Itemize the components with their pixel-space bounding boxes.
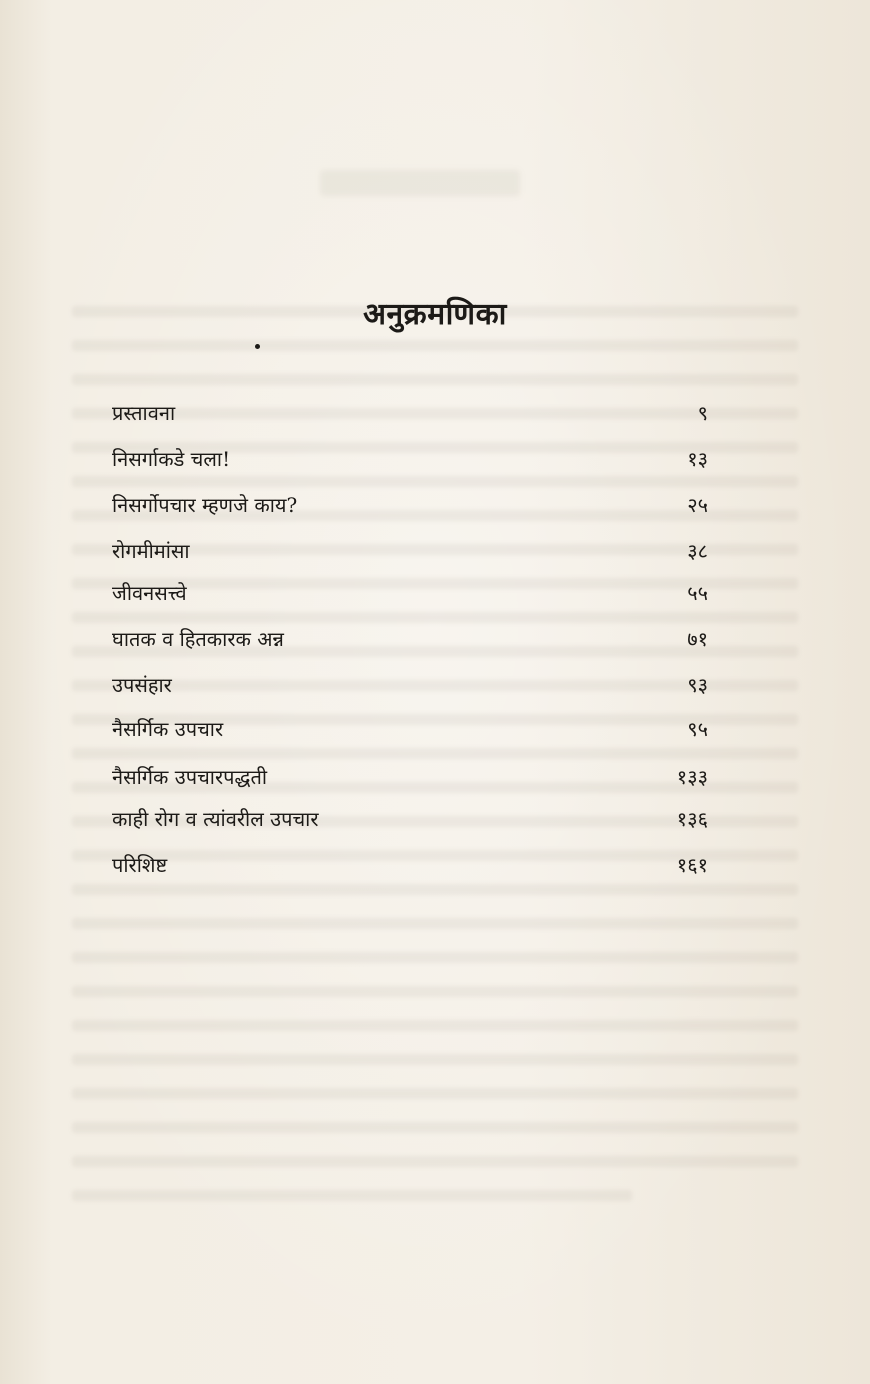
toc-entry [112, 578, 708, 608]
toc-entry-label: रोगमीमांसा [112, 539, 190, 563]
toc-entry-page: १३६ [676, 807, 708, 831]
toc-entry-label: उपसंहार [112, 673, 172, 697]
toc-entry [112, 624, 708, 654]
toc-entry-page: ९ [697, 401, 708, 425]
toc-entry [112, 670, 708, 700]
toc-entry [112, 762, 708, 792]
toc-entry-label: काही रोग व त्यांवरील उपचार [112, 807, 319, 831]
toc-entry-page: ९३ [687, 673, 708, 697]
toc-entry-label: प्रस्तावना [112, 401, 176, 425]
reverse-side-bleed [320, 170, 520, 196]
toc-entry-page: ५५ [687, 581, 708, 605]
toc-entry-page: १३ [687, 447, 708, 471]
toc-entry [112, 804, 708, 834]
toc-entry-label: जीवनसत्त्वे [112, 581, 187, 605]
ink-dot [255, 344, 260, 349]
toc-entry [112, 536, 708, 566]
toc-entry-page: ९५ [687, 717, 708, 741]
toc-entry-label: निसर्गोपचार म्हणजे काय? [112, 493, 298, 517]
toc-entry [112, 444, 708, 474]
toc-entry-label: परिशिष्ट [112, 853, 168, 877]
toc-entry-label: नैसर्गिक उपचारपद्धती [112, 765, 268, 789]
toc-entry-page: २५ [687, 493, 708, 517]
toc-entry-label: निसर्गाकडे चला! [112, 447, 231, 471]
toc-entry-page: ३८ [687, 539, 708, 563]
toc-entry [112, 490, 708, 520]
toc-entry [112, 714, 708, 744]
toc-entry-label: नैसर्गिक उपचार [112, 717, 224, 741]
toc-entry-page: १३३ [676, 765, 708, 789]
toc-entry [112, 398, 708, 428]
page-title: अनुक्रमणिका [363, 297, 507, 332]
toc-entry [112, 850, 708, 880]
toc-entry-page: १६१ [676, 853, 708, 877]
toc-entry-page: ७१ [687, 627, 708, 651]
toc-entry-label: घातक व हितकारक अन्न [112, 627, 284, 651]
